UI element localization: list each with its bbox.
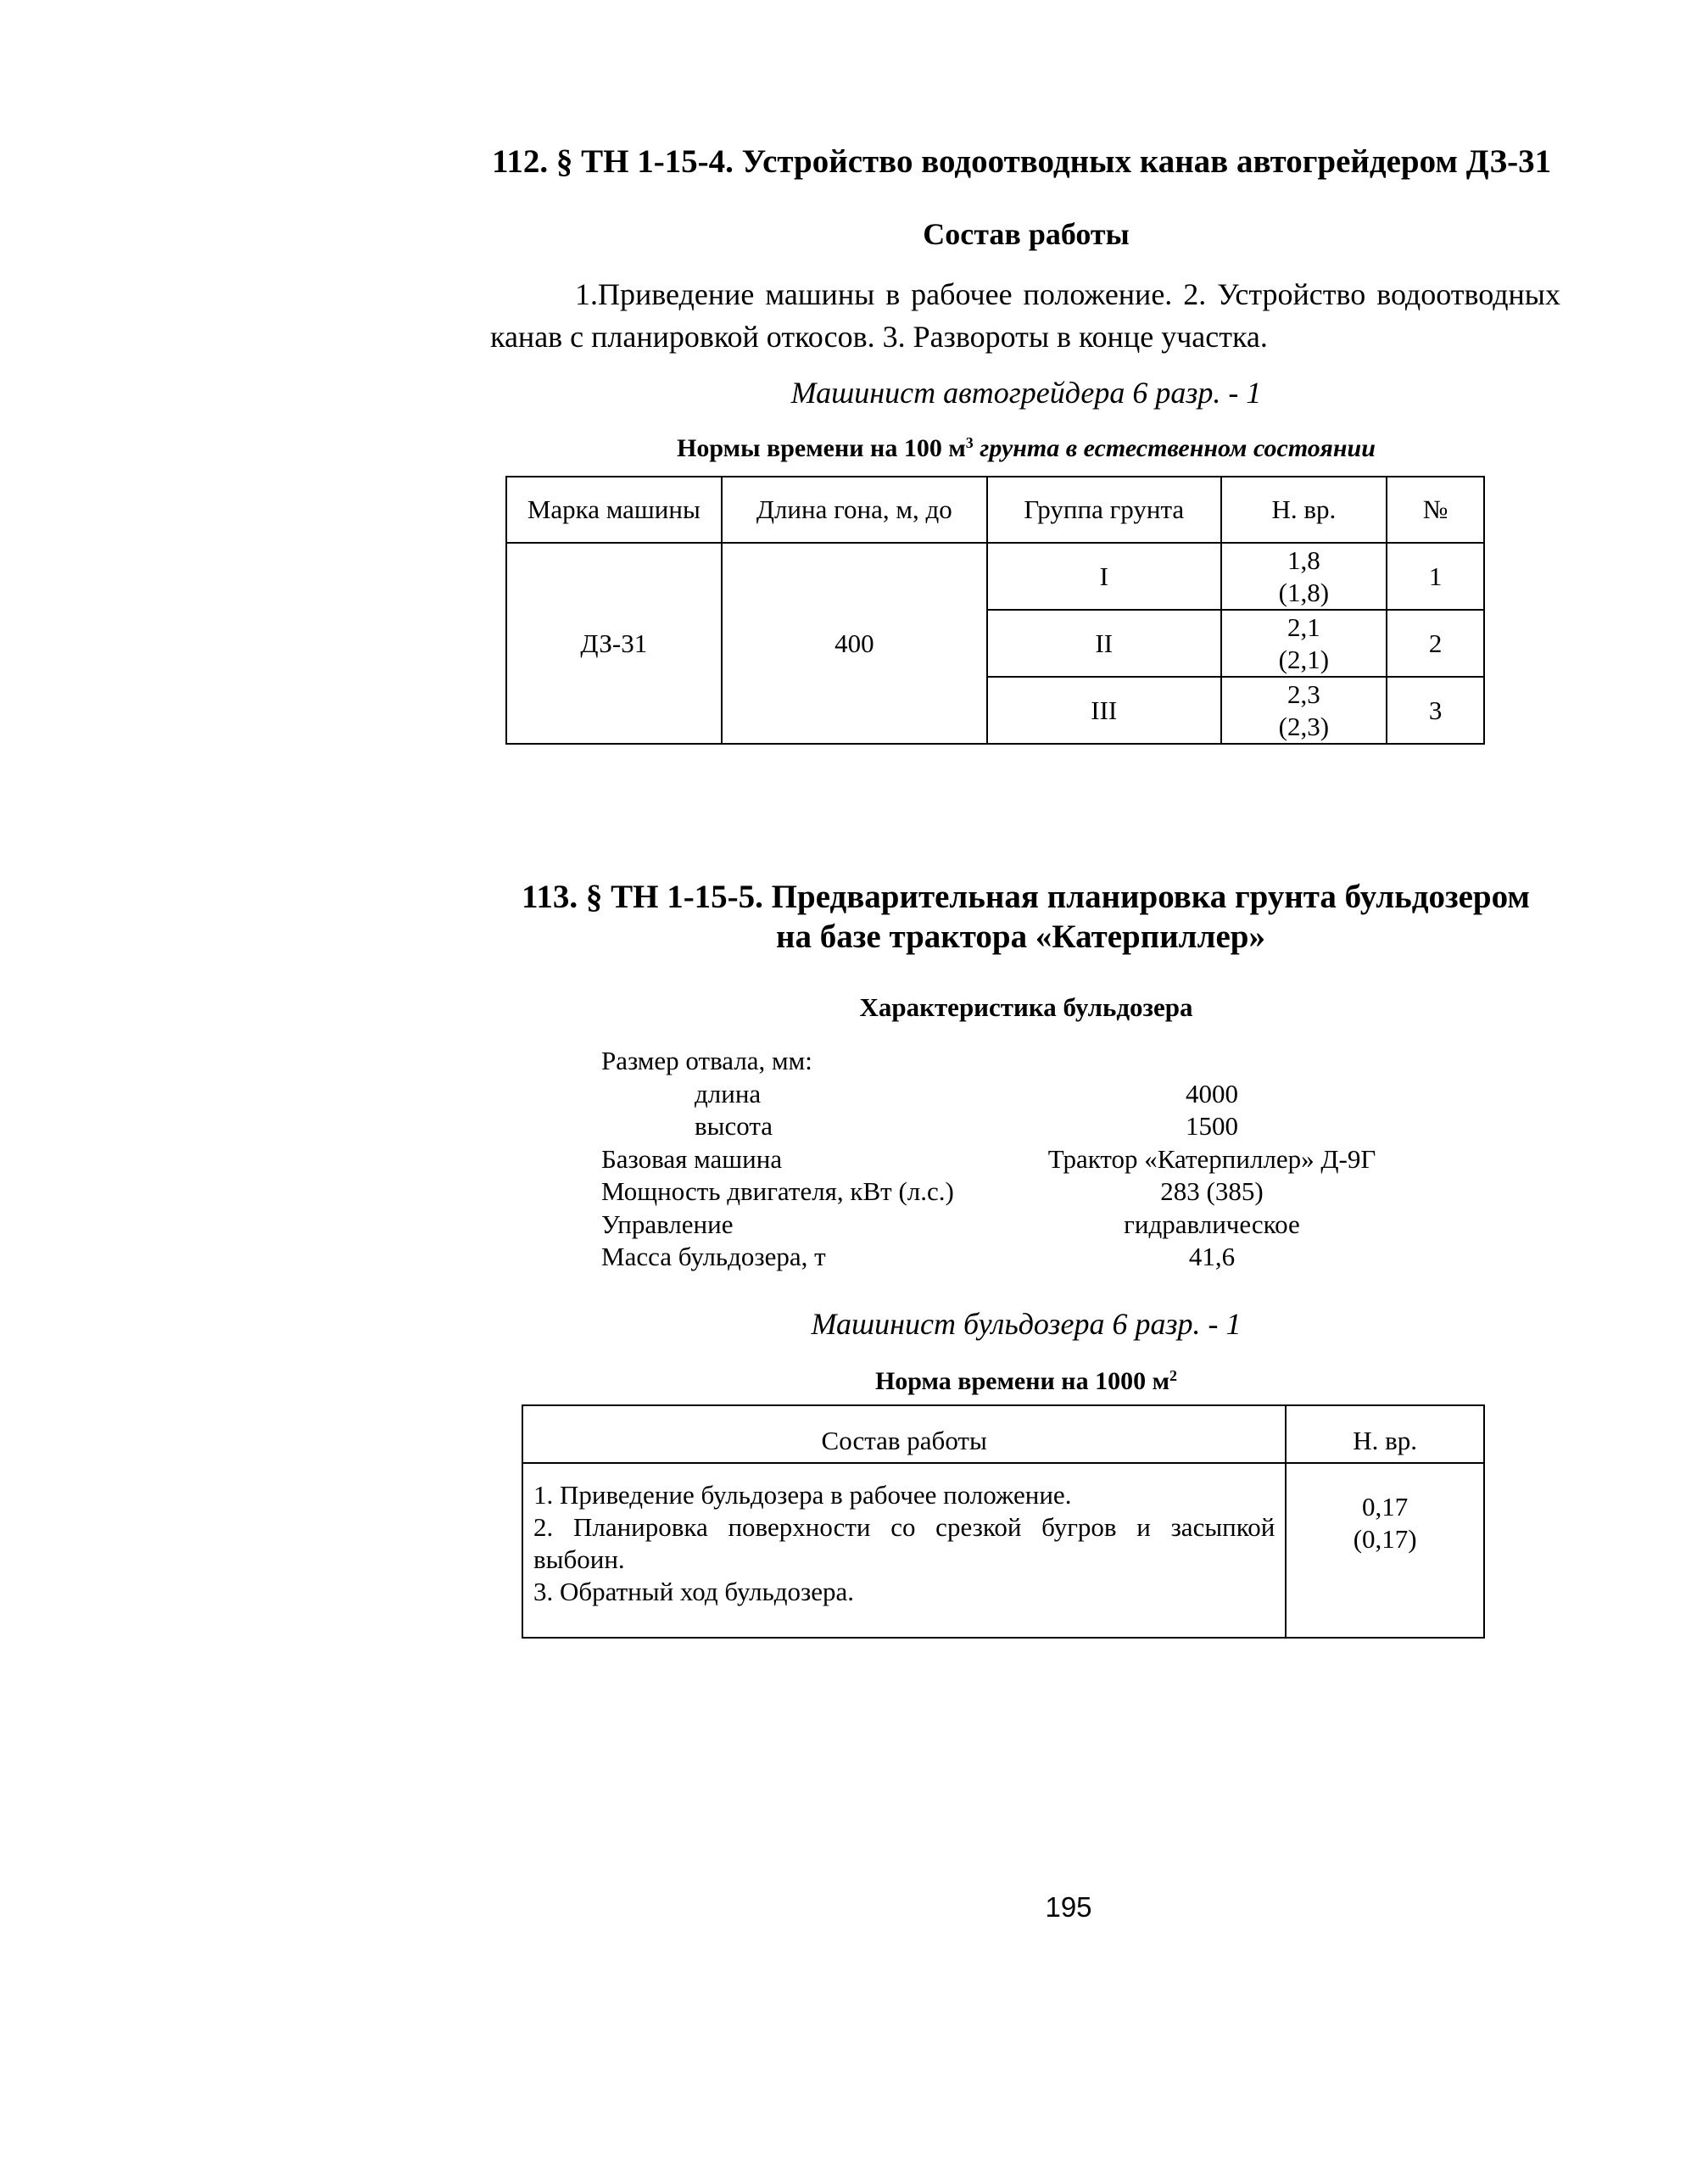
spec-label: Базовая машина xyxy=(601,1143,783,1174)
cell-work-items xyxy=(522,1463,1286,1638)
cell-number: 2 xyxy=(1387,610,1484,677)
spec-row xyxy=(601,1241,1449,1274)
cell-group: III xyxy=(987,677,1221,744)
spec-value: 41,6 xyxy=(1188,1242,1236,1271)
spec-row xyxy=(601,1143,1449,1176)
cell-group: I xyxy=(987,543,1221,610)
section-112-subtitle: Состав работы xyxy=(923,217,1130,251)
spec-label: длина xyxy=(695,1078,762,1108)
norm-alt-value: (0,17) xyxy=(1353,1524,1417,1554)
norm-value: 2,1 xyxy=(1287,611,1320,642)
caption-superscript: 2 xyxy=(1169,1367,1178,1385)
header-machine: Марка машины xyxy=(506,477,722,543)
cell-norm xyxy=(1221,677,1387,744)
section-112-work-text: 1.Приведение машины в рабочее положение. 2. Устройство водоотводных канав с планировкой откосов. 3. Развороты в конце участка. xyxy=(490,277,1560,354)
section-113-title-line2: на базе трактора «Катерпиллер» xyxy=(776,918,1265,955)
spec-row xyxy=(601,1078,1449,1111)
norm-value: 1,8 xyxy=(1287,544,1320,575)
caption-main: Нормы времени на 100 м xyxy=(677,434,966,462)
header-length: Длина гона, м, до xyxy=(722,477,987,543)
list-item: 1. Приведение бульдозера в рабочее положение. xyxy=(533,1480,1072,1510)
spec-label: высота xyxy=(695,1111,773,1141)
section-112-norms-table xyxy=(505,476,1485,745)
spec-value: Трактор «Катерпиллер» Д-9Г xyxy=(1047,1143,1376,1174)
spec-value: 4000 xyxy=(1186,1078,1238,1108)
header-norm: Н. вр. xyxy=(1286,1405,1484,1463)
spec-value: 283 (385) xyxy=(1160,1176,1264,1206)
table-row xyxy=(522,1463,1484,1638)
cell-norm xyxy=(1221,610,1387,677)
cell-machine: ДЗ-31 xyxy=(506,543,722,744)
table-header-row xyxy=(522,1405,1484,1463)
spec-label: Мощность двигателя, кВт (л.с.) xyxy=(601,1176,954,1206)
header-number: № xyxy=(1387,477,1484,543)
spec-label: Масса бульдозера, т xyxy=(601,1242,826,1271)
section-112-table-caption xyxy=(492,434,1560,463)
table-row xyxy=(506,543,1484,610)
bulldozer-specs xyxy=(601,1045,1449,1274)
section-112-title: 112. § ТН 1-15-4. Устройство водоотводных канав автогрейдером ДЗ-31 xyxy=(492,143,1552,180)
spec-label: Управление xyxy=(601,1209,734,1239)
spec-row xyxy=(601,1110,1449,1143)
header-work: Состав работы xyxy=(522,1405,1286,1463)
caption-main: Норма времени на 1000 м xyxy=(874,1367,1170,1395)
norm-value: 2,3 xyxy=(1287,678,1320,709)
page-number: 195 xyxy=(1045,1891,1092,1923)
section-113-title-line1: 113. § ТН 1-15-5. Предварительная планировка грунта бульдозером xyxy=(522,879,1530,915)
table-header-row xyxy=(506,477,1484,543)
cell-number: 3 xyxy=(1387,677,1484,744)
cell-norm xyxy=(1221,543,1387,610)
cell-length: 400 xyxy=(722,543,987,744)
norm-alt-value: (1,8) xyxy=(1278,577,1330,607)
spec-label: Размер отвала, мм: xyxy=(601,1046,812,1075)
section-113-norm-table xyxy=(522,1404,1485,1639)
list-item: 3. Обратный ход бульдозера. xyxy=(533,1577,854,1606)
cell-norm xyxy=(1286,1463,1484,1638)
section-112-crew: Машинист автогрейдера 6 разр. - 1 xyxy=(790,376,1262,410)
header-norm: Н. вр. xyxy=(1221,477,1387,543)
section-113-spec-caption: Характеристика бульдозера xyxy=(859,992,1193,1022)
section-113-table-caption xyxy=(763,1367,1289,1396)
norm-alt-value: (2,3) xyxy=(1278,711,1330,741)
norm-value: 0,17 xyxy=(1362,1492,1409,1522)
list-item: 2. Планировка поверхности со срезкой бугров и засыпкой выбоин. xyxy=(533,1512,1275,1574)
cell-number: 1 xyxy=(1387,543,1484,610)
work-list xyxy=(533,1479,1275,1608)
cell-group: II xyxy=(987,610,1221,677)
section-113-crew: Машинист бульдозера 6 разр. - 1 xyxy=(811,1307,1242,1341)
norm-alt-value: (2,1) xyxy=(1278,644,1330,674)
spec-row xyxy=(601,1209,1449,1242)
header-soil-group: Группа грунта xyxy=(987,477,1221,543)
spec-value: гидравлическое xyxy=(1124,1209,1300,1239)
spec-row xyxy=(601,1175,1449,1209)
spec-row xyxy=(601,1045,1449,1078)
caption-superscript: 3 xyxy=(965,434,974,452)
spec-value: 1500 xyxy=(1186,1111,1238,1141)
caption-tail: грунта в естественном состоянии xyxy=(973,434,1376,462)
